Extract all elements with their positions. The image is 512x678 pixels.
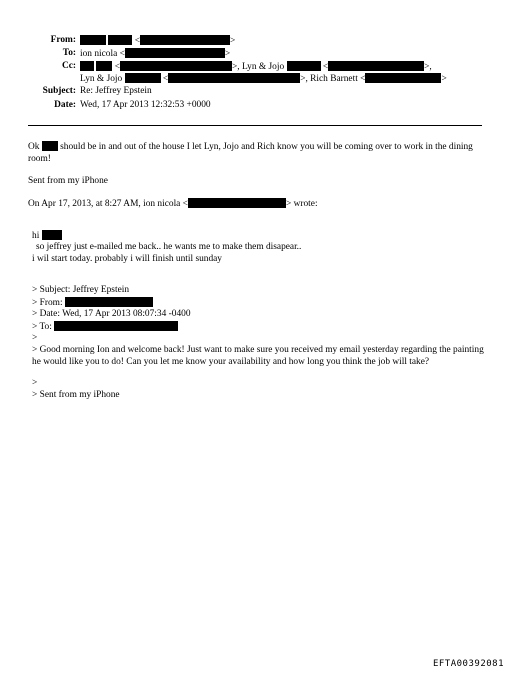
- sent-from-signature: Sent from my iPhone: [28, 176, 108, 186]
- redaction: [42, 230, 62, 240]
- date-value: Wed, 17 Apr 2013 12:32:53 +0000: [80, 100, 211, 110]
- redaction: [108, 35, 132, 45]
- to-value: ion nicola < >: [80, 49, 231, 59]
- bates-number: EFTA00392081: [432, 659, 504, 669]
- redaction: [365, 73, 441, 83]
- forwarded-body: > Good morning Ion and welcome back! Just want to make sure you received my email yesterday regarding the painting he would like you to do! Can you let me know your availability and how long you think the job will take?: [32, 345, 484, 367]
- cc-value: < >, Lyn & Jojo < >,: [80, 61, 432, 74]
- header-divider: [28, 125, 482, 126]
- quoted-greeting: hi: [32, 230, 62, 243]
- redaction: [140, 35, 230, 45]
- redaction: [188, 198, 286, 208]
- cc-value-continued: Lyn & Jojo < >, Rich Barnett < >: [80, 74, 447, 84]
- cc-label: Cc:: [61, 61, 76, 71]
- forwarded-to: > To:: [32, 321, 178, 334]
- redaction: [54, 321, 178, 331]
- forwarded-blank: >: [32, 378, 38, 388]
- forwarded-subject: > Subject: Jeffrey Epstein: [32, 285, 130, 295]
- from-value: < >: [80, 35, 235, 48]
- subject-value: Re: Jeffrey Epstein: [80, 86, 152, 96]
- forwarded-from: > From:: [32, 297, 153, 310]
- redaction: [80, 61, 94, 71]
- redaction: [96, 61, 112, 71]
- to-label: To:: [62, 48, 76, 58]
- redaction: [168, 73, 300, 83]
- from-label: From:: [50, 35, 76, 45]
- redaction: [287, 61, 321, 71]
- forwarded-sent-from: > Sent from my iPhone: [32, 390, 120, 400]
- quoted-message-line: so jeffrey just e-mailed me back.. he wants me to make them disapear..: [36, 242, 302, 252]
- forwarded-date: > Date: Wed, 17 Apr 2013 08:07:34 -0400: [32, 309, 191, 319]
- quoted-message-line: i wil start today. probably i will finish until sunday: [32, 254, 222, 264]
- redaction: [80, 35, 106, 45]
- subject-label: Subject:: [42, 86, 76, 96]
- redaction: [328, 61, 424, 71]
- redaction: [125, 73, 161, 83]
- redaction: [125, 48, 225, 58]
- reply-message: Ok should be in and out of the house I let Lyn, Jojo and Rich know you will be coming over to work in the dining room!: [28, 142, 473, 164]
- redaction: [65, 297, 153, 307]
- forwarded-blank: >: [32, 333, 38, 343]
- redaction: [120, 61, 232, 71]
- quote-intro: On Apr 17, 2013, at 8:27 AM, ion nicola < > wrote:: [28, 199, 318, 209]
- date-label: Date:: [54, 100, 76, 110]
- redaction: [42, 141, 58, 151]
